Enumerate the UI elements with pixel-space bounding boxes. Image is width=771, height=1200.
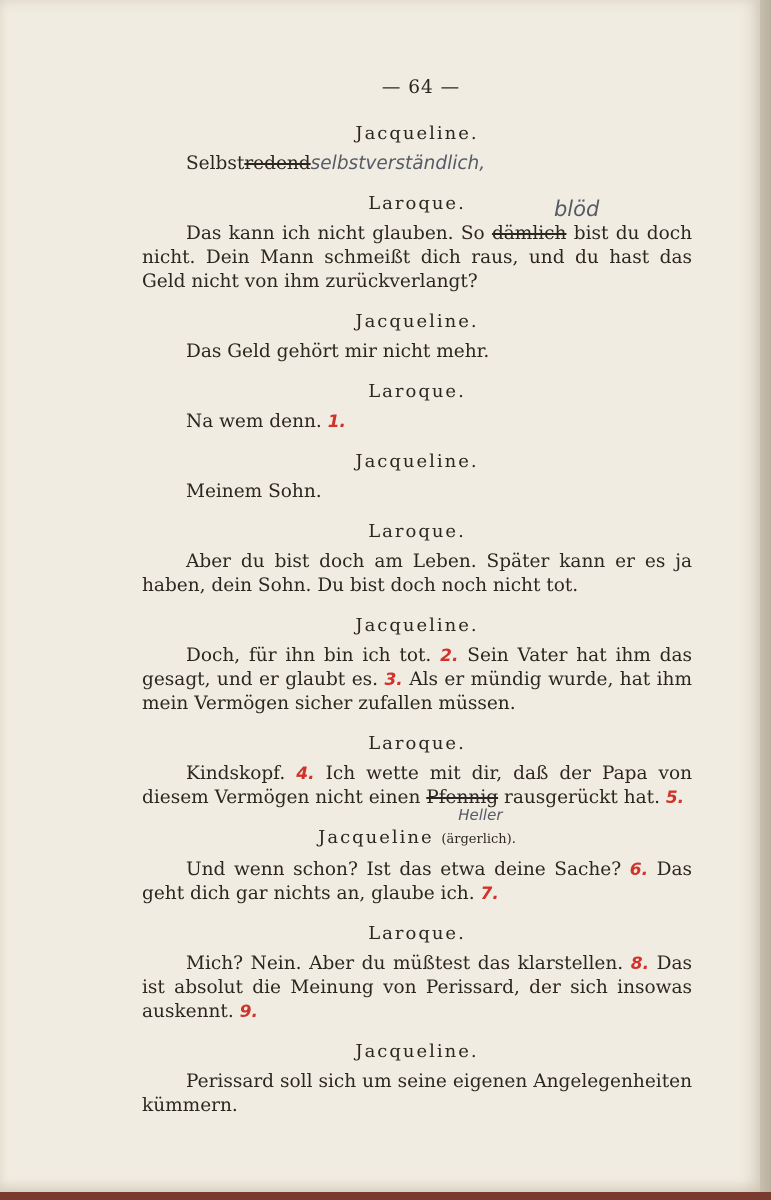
speaker-name: Jacqueline. bbox=[355, 615, 479, 636]
dialogue-line: Meinem Sohn. bbox=[186, 481, 322, 502]
dialogue-line: Selbstredendselbstverständlich, bbox=[186, 153, 486, 174]
stage-direction: (ärgerlich). bbox=[441, 832, 516, 847]
speaker-name: Jacqueline. bbox=[355, 451, 479, 472]
page-number: — 64 — bbox=[381, 77, 461, 98]
struck-word: dämlich bbox=[491, 223, 567, 244]
struck-word: Pfennig bbox=[426, 787, 499, 808]
dialogue-line: Perissard soll sich um seine eigenen Angelegenheiten kümmern. bbox=[142, 1071, 692, 1116]
dialogue-line: Das kann ich nicht glauben. So dämlich blöd bist du doch nicht. Dein Mann schmeißt dich raus, und du hast das Geld nicht von ihm zurückverlangt? bbox=[142, 197, 693, 292]
margin-mark: 6. bbox=[629, 860, 649, 880]
speaker-name: Jacqueline. bbox=[355, 123, 479, 144]
margin-mark: 7. bbox=[480, 884, 499, 904]
dialogue-line: Das Geld gehört mir nicht mehr. bbox=[186, 341, 490, 362]
dialogue-line: Und wenn schon? Ist das etwa deine Sache? 6. Das geht dich gar nichts an, glaube ich. 7. bbox=[142, 859, 693, 904]
handwritten-correction: Heller bbox=[458, 806, 503, 824]
book-edge bbox=[760, 0, 771, 1200]
margin-mark: 1. bbox=[327, 412, 346, 432]
margin-mark: 2. bbox=[440, 646, 459, 666]
margin-mark: 9. bbox=[239, 1002, 258, 1022]
dialogue-line: Mich? Nein. Aber du müßtest das klarstellen. 8. Das ist absolut die Meinung von Perissard, der sich insowas auskennt. 9. bbox=[142, 953, 692, 1022]
speaker-name: Laroque. bbox=[368, 923, 466, 944]
speaker-name: Jacqueline (ärgerlich). bbox=[318, 827, 516, 848]
page-text bbox=[142, 76, 692, 1118]
margin-mark: 8. bbox=[630, 954, 650, 974]
book-cover-edge bbox=[0, 1192, 771, 1200]
margin-mark: 5. bbox=[665, 788, 685, 808]
handwritten-correction: selbstverständlich, bbox=[310, 153, 486, 174]
speaker-name: Laroque. bbox=[368, 381, 466, 402]
dialogue-line: Doch, für ihn bin ich tot. 2. Sein Vater hat ihm das gesagt, und er glaubt es. 3. Als er mündig wurde, hat ihm mein Vermögen sicher zufallen müssen. bbox=[142, 645, 693, 714]
margin-mark: 3. bbox=[384, 670, 403, 690]
speaker-name: Jacqueline. bbox=[355, 1041, 479, 1062]
dialogue-line: Na wem denn. 1. bbox=[186, 411, 346, 432]
speaker-name: Jacqueline. bbox=[355, 311, 479, 332]
margin-mark: 4. bbox=[296, 764, 315, 784]
handwritten-correction: blöd bbox=[553, 197, 600, 221]
speaker-name: Laroque. bbox=[368, 521, 466, 542]
speaker-name: Laroque. bbox=[368, 733, 466, 754]
dialogue-line: Aber du bist doch am Leben. Später kann er es ja haben, dein Sohn. Du bist doch noch nicht tot. bbox=[142, 551, 692, 596]
dialogue-line: Kindskopf. 4. Ich wette mit dir, daß der Papa von diesem Vermögen nicht einen Pfennig Heller rausgerückt hat. 5. bbox=[142, 762, 692, 810]
struck-word: redend bbox=[244, 153, 311, 174]
speaker-name: Laroque. bbox=[368, 193, 466, 214]
